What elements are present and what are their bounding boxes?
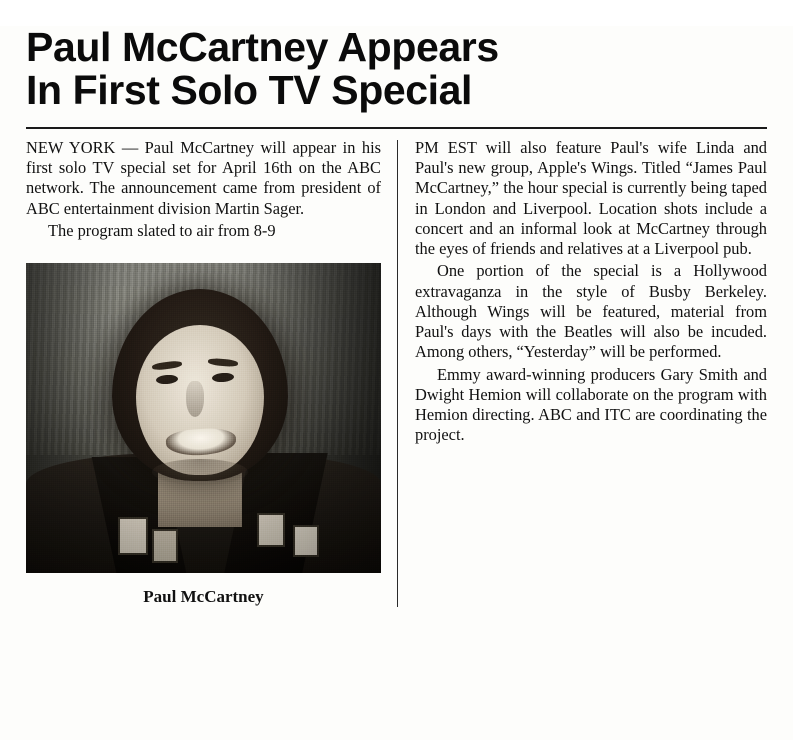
page-title xyxy=(26,26,769,113)
photo-jacket-patch xyxy=(118,517,148,555)
paragraph: Emmy award-winning producers Gary Smith and Dwight Hemion will collaborate on the program with Hemion directing. ABC and ITC are coordinating the project. xyxy=(415,364,767,445)
headline-line-2: In First Solo TV Special xyxy=(26,67,473,114)
article-photo-figure xyxy=(26,263,381,607)
paragraph: NEW YORK — Paul McCartney will appear in his first solo TV special set for April 16th on the ABC network. The announcement came from president of ABC entertainment division Martin Sager. xyxy=(26,137,381,218)
paragraph: PM EST will also feature Paul's wife Linda and Paul's new group, Apple's Wings. Titled “James Paul McCartney,” the hour special is currently being taped in London and Liverpool. Location shots include a concert and an informal look at McCartney through the eyes of friends and relatives at a Liverpool pub. xyxy=(415,137,767,259)
article-columns xyxy=(26,138,767,607)
headline-line-1: Paul McCartney Appears xyxy=(26,24,499,70)
photo-nose xyxy=(186,381,204,417)
photo-jacket-patch xyxy=(257,513,285,547)
photo-jacket-patch xyxy=(152,529,178,563)
paragraph: One portion of the special is a Hollywood extravaganza in the style of Busby Berkeley. Although Wings will be featured, material from Paul's days with the Beatles will also be incuded. Among others, “Yesterday” will be performed. xyxy=(415,261,767,362)
paul-mccartney-photo xyxy=(26,263,381,573)
photo-caption: Paul McCartney xyxy=(143,587,264,607)
article-column-right xyxy=(398,138,767,607)
paragraph: The program slated to air from 8-9 xyxy=(48,220,276,240)
photo-chin-shadow xyxy=(152,459,248,485)
newspaper-clipping xyxy=(0,26,793,740)
article-column-left xyxy=(26,138,397,607)
headline-divider xyxy=(26,127,767,129)
photo-jacket-patch xyxy=(293,525,319,557)
